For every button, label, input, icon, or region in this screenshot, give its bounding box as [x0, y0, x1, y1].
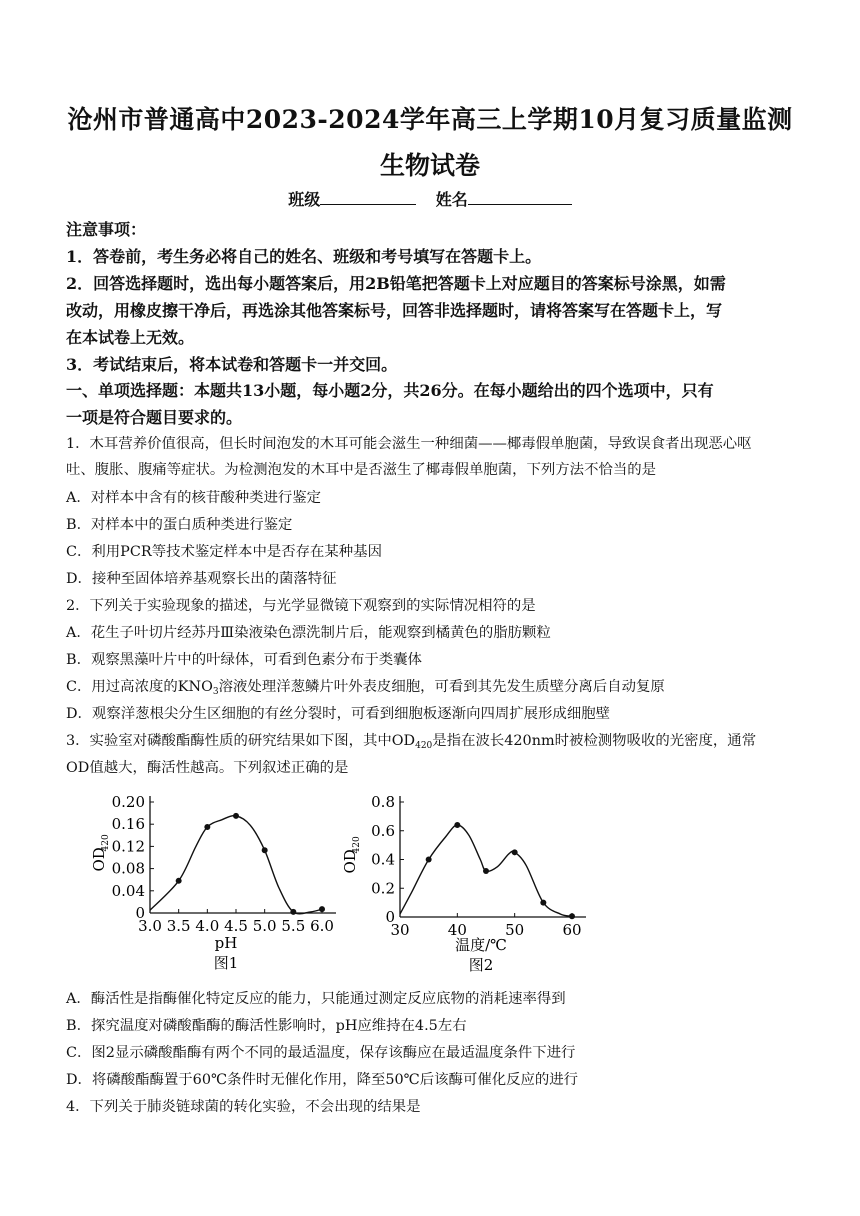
q3-stem — [66, 729, 796, 751]
chart2-x-tick-label: 30 — [390, 921, 410, 939]
chart2-y-tick-label: 0.4 — [371, 850, 395, 869]
name-label: 姓名 — [435, 190, 468, 209]
q2-option-c-text-end: 溶液处理洋葱鳞片叶外表皮细胞，可看到其先发生质壁分离后自动复原 — [218, 679, 665, 695]
q3-chart-svg — [90, 786, 620, 976]
chart1-y-tick-label: 0.04 — [111, 881, 145, 900]
chart2-y-label: OD — [341, 849, 359, 874]
chart1-data-point — [233, 813, 239, 819]
chart2-y-tick-label: 0.2 — [371, 879, 395, 898]
q1-option-b: B．对样本中的蛋白质种类进行鉴定 — [66, 517, 293, 533]
chart1-x-tick-label: 5.5 — [281, 917, 306, 935]
chart2-y-label-subscript: 420 — [352, 836, 362, 854]
chart1-data-point — [290, 909, 296, 915]
chart1-y-label-subscript: 420 — [101, 834, 111, 852]
chart1-data-point — [262, 847, 268, 853]
chart1-x-tick-label: 3.5 — [166, 917, 191, 935]
chart1-x-label: pH — [214, 934, 238, 952]
q3-option-d: D．将磷酸酯酶置于60℃条件时无催化作用，降至50℃后该酶可催化反应的进行 — [66, 1072, 579, 1088]
chart1-y-tick-label: 0.12 — [111, 837, 145, 856]
q2-option-c-subscript: 3 — [212, 687, 219, 697]
section-heading: 一、单项选择题：本题共13小题，每小题2分，共26分。在每小题给出的四个选项中，只有 — [66, 381, 714, 400]
exam-subtitle: 生物试卷 — [379, 151, 480, 180]
chart1-y-tick-label: 0.08 — [111, 859, 145, 878]
chart2-data-point — [569, 913, 575, 919]
q3-option-a: A．酶活性是指酶催化特定反应的能力，只能通过测定反应底物的消耗速率得到 — [66, 991, 566, 1007]
q1-option-a: A．对样本中含有的核苷酸种类进行鉴定 — [66, 490, 322, 506]
chart2-x-label: 温度/℃ — [455, 936, 507, 954]
chart1-data-point — [204, 824, 210, 830]
q2-option-d: D．观察洋葱根尖分生区细胞的有丝分裂时，可看到细胞板逐渐向四周扩展形成细胞壁 — [66, 706, 610, 722]
chart1-curve — [150, 816, 322, 914]
chart2-data-point — [426, 857, 432, 863]
exam-title: 沧州市普通高中2023-2024学年高三上学期10月复习质量监测 — [67, 105, 793, 134]
chart2-data-point — [454, 822, 460, 828]
q2-stem: 2．下列关于实验现象的描述，与光学显微镜下观察到的实际情况相符的是 — [66, 598, 536, 614]
chart1-data-point — [176, 878, 182, 884]
q3-stem-text-end: 是指在波长420nm时被检测物吸收的光密度，通常 — [432, 733, 757, 749]
chart2-caption: 图2 — [468, 956, 494, 974]
notice-item-1: 1．答卷前，考生务必将自己的姓名、班级和考号填写在答题卡上。 — [66, 247, 542, 266]
q2-option-a: A．花生子叶切片经苏丹Ⅲ染液染色漂洗制片后，能观察到橘黄色的脂肪颗粒 — [66, 625, 551, 641]
chart2-y-tick-label: 0.6 — [371, 821, 395, 840]
q3-option-b: B．探究温度对磷酸酯酶的酶活性影响时，pH应维持在4.5左右 — [66, 1018, 467, 1034]
q1-stem-cont: 吐、腹胀、腹痛等症状。为检测泡发的木耳中是否滋生了椰毒假单胞菌，下列方法不恰当的是 — [66, 462, 657, 478]
q1-option-d: D．接种至固体培养基观察长出的菌落特征 — [66, 571, 337, 587]
chart1-x-tick-label: 5.0 — [252, 917, 277, 935]
q1-stem: 1．木耳营养价值很高，但长时间泡发的木耳可能会滋生一种细菌——椰毒假单胞菌，导致误食者出现恶心呕 — [66, 436, 752, 452]
chart1-x-tick-label: 6.0 — [310, 917, 334, 935]
notice-item-2: 2．回答选择题时，选出每小题答案后，用2B铅笔把答题卡上对应题目的答案标号涂黑，如需 — [66, 274, 726, 293]
chart2-data-point — [540, 900, 546, 906]
q2-option-c-text: C．用过高浓度的KNO — [66, 679, 213, 695]
chart2-y-tick-label: 0.8 — [371, 793, 395, 811]
chart2-x-tick-label: 60 — [562, 921, 582, 939]
class-name-line — [0, 187, 860, 210]
chart2-x-tick-label: 40 — [447, 921, 467, 939]
notice-item-2-cont: 改动，用橡皮擦干净后，再选涂其他答案标号，回答非选择题时，请将答案写在答题卡上，写 — [66, 301, 723, 320]
q1-option-c: C．利用PCR等技术鉴定样本中是否存在某种基因 — [66, 544, 382, 560]
q3-figures — [90, 786, 620, 976]
chart1-y-tick-label: 0 — [135, 904, 145, 922]
name-blank — [468, 189, 572, 205]
chart2-x-tick-label: 50 — [505, 921, 525, 939]
q3-stem-cont: OD值越大，酶活性越高。下列叙述正确的是 — [66, 760, 349, 776]
q3-stem-text: 3．实验室对磷酸酯酶性质的研究结果如下图，其中OD — [66, 733, 416, 749]
chart1-x-tick-label: 4.5 — [224, 917, 248, 935]
chart1-y-label: OD — [90, 847, 108, 872]
q2-option-c — [66, 675, 796, 697]
chart1-data-point — [319, 906, 325, 912]
chart2-data-point — [512, 849, 518, 855]
q3-stem-subscript: 420 — [415, 741, 433, 751]
chart1-caption: 图1 — [213, 954, 239, 972]
class-blank — [320, 189, 416, 205]
q2-option-b: B．观察黑藻叶片中的叶绿体，可看到色素分布于类囊体 — [66, 652, 422, 668]
section-heading-cont: 一项是符合题目要求的。 — [66, 408, 243, 427]
notice-heading: 注意事项： — [66, 220, 147, 239]
class-label: 班级 — [288, 190, 321, 209]
q3-option-c: C．图2显示磷酸酯酶有两个不同的最适温度，保存该酶应在最适温度条件下进行 — [66, 1045, 576, 1061]
notice-item-2-end: 在本试卷上无效。 — [66, 328, 195, 347]
chart2-data-point — [483, 868, 489, 874]
chart1-y-tick-label: 0.20 — [111, 793, 145, 811]
chart1-y-tick-label: 0.16 — [111, 815, 145, 834]
chart2-y-tick-label: 0 — [385, 908, 395, 926]
chart1-x-tick-label: 3.0 — [138, 917, 162, 935]
chart1-x-tick-label: 4.0 — [195, 917, 220, 935]
q4-stem: 4．下列关于肺炎链球菌的转化实验，不会出现的结果是 — [66, 1099, 421, 1115]
notice-item-3: 3．考试结束后，将本试卷和答题卡一并交回。 — [66, 355, 398, 374]
